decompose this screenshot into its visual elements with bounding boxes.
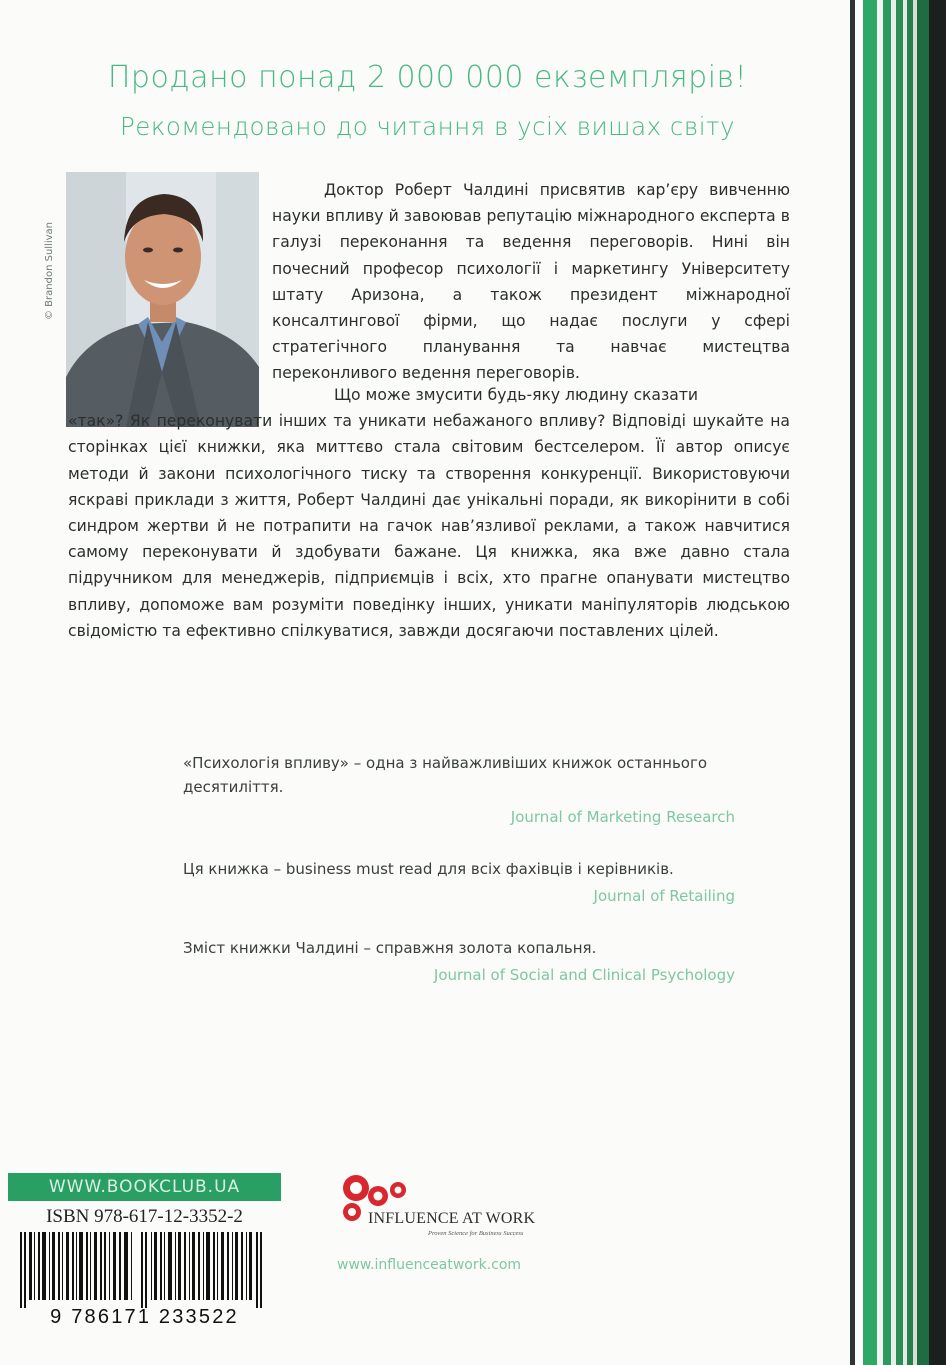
isbn-label: ISBN 978-617-12-3352-2 — [46, 1206, 243, 1227]
edge-stripe — [929, 0, 946, 1365]
review-quote: Зміст книжки Чалдині – справжня золота копальня. — [183, 939, 597, 957]
sales-headline: Продано понад 2 000 000 екземплярів! — [107, 60, 748, 95]
book-description — [68, 382, 790, 644]
publisher-website[interactable]: WWW.BOOKCLUB.UA — [8, 1173, 281, 1201]
description-first-line: Що може змусити будь-яку людину сказати — [334, 386, 699, 404]
partner-tagline: Proven Science for Business Success — [428, 1230, 524, 1237]
review-quote: «Психологія впливу» – одна з найважливіших книжок останнього десятиліття. — [183, 754, 708, 796]
partner-name: INFLUENCE AT WORK — [368, 1210, 536, 1227]
barcode-digits: 9 786171 233522 — [50, 1306, 239, 1328]
edge-stripe — [917, 0, 929, 1365]
review-source: Journal of Retailing — [593, 887, 735, 905]
edge-stripe — [863, 0, 877, 1365]
barcode-image — [20, 1232, 270, 1308]
review-source: Journal of Social and Clinical Psychology — [433, 966, 735, 984]
review-source: Journal of Marketing Research — [510, 808, 735, 826]
description-body: «так»? Як переконувати інших та уникати небажаного впливу? Відповіді шукайте на сторінках цієї книжки, яка миттєво стала світовим бестселером. Її автор описує методи й закони психологічного тиску та створення конкуренції. Використовуючи яскраві приклади з життя, Роберт Чалдині дає унікальні поради, як викорінити в собі синдром жертви й не потрапити на гачок нав’язливої реклами, а також навчитися самому переконувати й здобувати бажане. Ця книжка, яка вже давно стала підручником для менеджерів, підприємців і всіх, хто прагне опанувати мистецтво впливу, допоможе вам розуміти поведінку інших, уникати маніпуляторів людською свідомістю та ефективно спілкуватися, завжди досягаючи поставлених цілей. — [68, 412, 790, 640]
edge-stripe — [883, 0, 891, 1365]
partner-url[interactable]: www.influenceatwork.com — [337, 1257, 522, 1273]
edge-stripe — [896, 0, 903, 1365]
edge-stripe — [855, 0, 863, 1365]
review-quote: Ця книжка – business must read для всіх фахівців і керівників. — [183, 860, 674, 878]
author-bio: Доктор Роберт Чалдині присвятив кар’єру вивченню науки впливу й завоював репутацію міжнародного експерта в галузі переконання та ведення переговорів. Нині він почесний професор психології і маркетингу Університету штату Аризона, а також президент міжнародної консалтингової фірми, що надає послуги у сфері стратегічного планування та навчає мистецтва переконливого ведення переговорів. — [272, 181, 790, 383]
photo-credit: © Brandon Sullivan — [44, 221, 55, 320]
recommendation-headline: Рекомендовано до читання в усіх вишах світу — [119, 112, 735, 141]
